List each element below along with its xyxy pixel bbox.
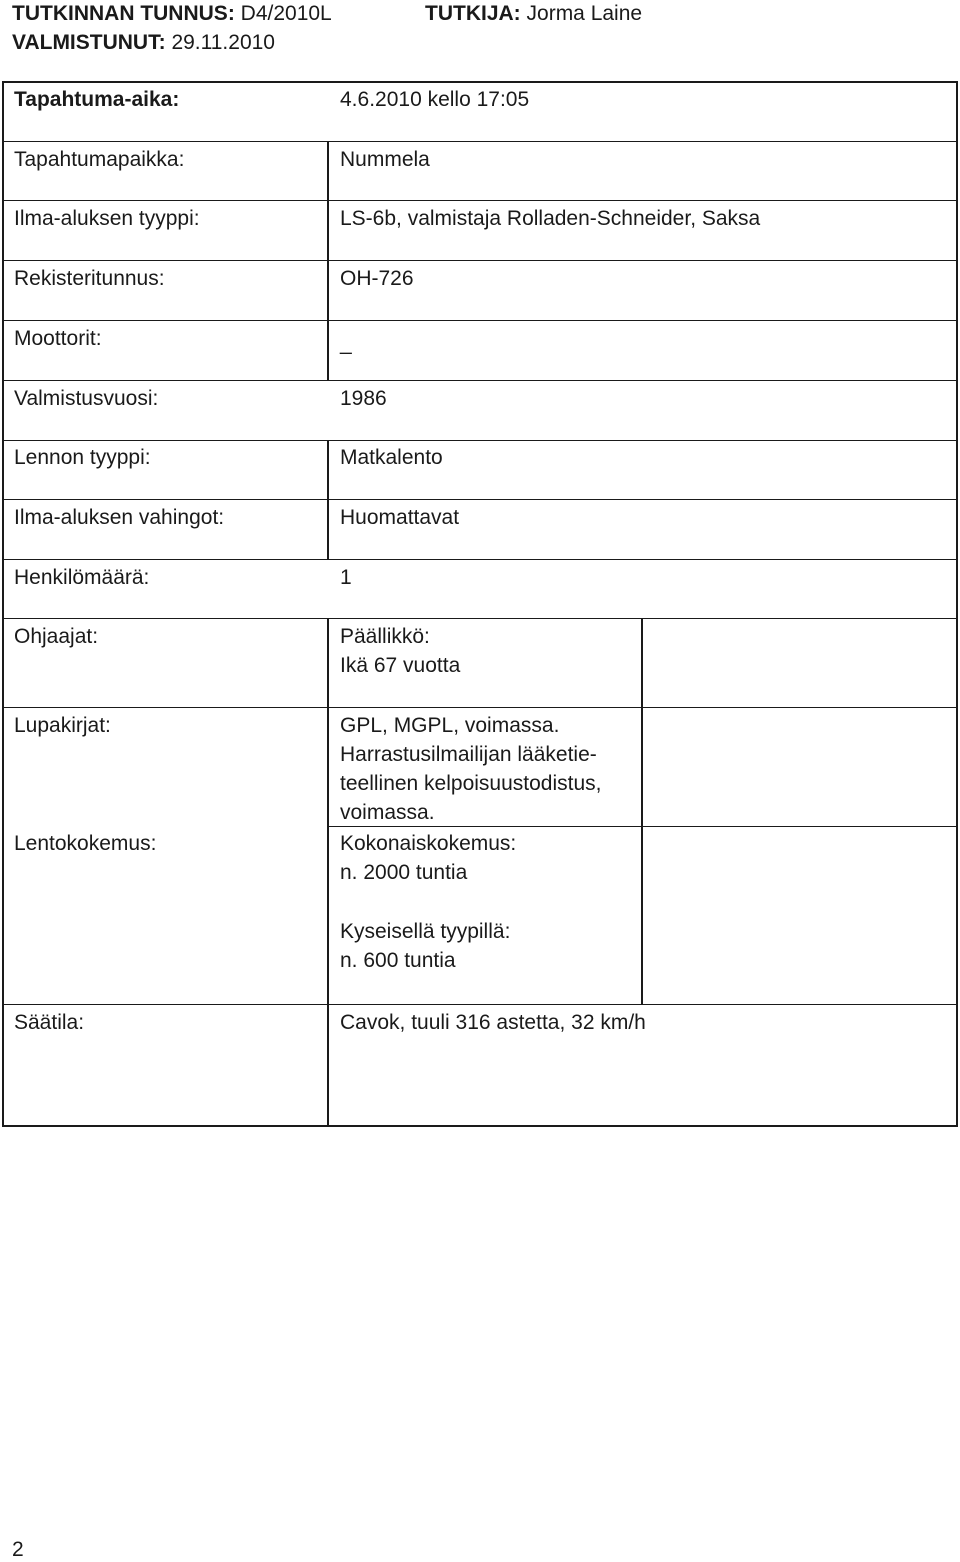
row-divider xyxy=(2,1004,958,1005)
row-divider xyxy=(2,618,958,619)
table-border-right xyxy=(956,81,958,1127)
aircraft-type-label: Ilma-aluksen tyyppi: xyxy=(14,207,200,230)
weather-value: Cavok, tuuli 316 astetta, 32 km/h xyxy=(340,1011,646,1034)
total-experience-value: n. 2000 tuntia xyxy=(340,861,468,884)
row-divider xyxy=(2,499,958,500)
flight-type-value: Matkalento xyxy=(340,446,443,469)
row-divider xyxy=(2,380,958,381)
column-divider xyxy=(327,141,329,381)
completed-value: 29.11.2010 xyxy=(171,31,275,54)
damage-value: Huomattavat xyxy=(340,506,460,529)
column-divider xyxy=(327,618,329,1127)
engines-label: Moottorit: xyxy=(14,327,102,350)
year-value: 1986 xyxy=(340,387,387,410)
pic-label: Päällikkö: xyxy=(340,625,430,648)
page-number: 2 xyxy=(12,1538,24,1561)
investigator xyxy=(425,2,642,26)
row-divider xyxy=(2,141,958,142)
place-value: Nummela xyxy=(340,148,430,171)
engines-value: _ xyxy=(340,332,352,355)
registration-label: Rekisteritunnus: xyxy=(14,267,165,290)
time-label: Tapahtuma-aika: xyxy=(14,88,180,111)
year-label: Valmistusvuosi: xyxy=(14,387,159,410)
row-divider xyxy=(2,81,958,83)
licences-line: GPL, MGPL, voimassa. xyxy=(340,714,560,737)
row-divider xyxy=(2,559,958,560)
time-value: 4.6.2010 kello 17:05 xyxy=(340,88,530,111)
column-divider xyxy=(327,440,329,560)
row-divider xyxy=(2,200,958,201)
licences-line: Harrastusilmailijan lääketie- xyxy=(340,743,597,766)
row-divider xyxy=(2,440,958,441)
on-type-label: Kyseisellä tyypillä: xyxy=(340,920,511,943)
aircraft-type-value: LS-6b, valmistaja Rolladen-Schneider, Saksa xyxy=(340,207,761,230)
investigator-label: TUTKIJA: xyxy=(425,2,521,25)
licences-label: Lupakirjat: xyxy=(14,714,111,737)
case-id xyxy=(12,2,332,26)
experience-label: Lentokokemus: xyxy=(14,832,157,855)
place-label: Tapahtumapaikka: xyxy=(14,148,185,171)
investigator-value: Jorma Laine xyxy=(526,2,643,25)
persons-label: Henkilömäärä: xyxy=(14,566,150,589)
pic-age: Ikä 67 vuotta xyxy=(340,654,461,677)
pilot-column-divider xyxy=(641,618,643,1005)
licences-line: voimassa. xyxy=(340,801,435,824)
flight-type-label: Lennon tyyppi: xyxy=(14,446,151,469)
table-border-bottom xyxy=(2,1125,958,1127)
completed-date xyxy=(12,31,275,55)
pilots-label: Ohjaajat: xyxy=(14,625,99,648)
licences-line: teellinen kelpoisuustodistus, xyxy=(340,772,602,795)
on-type-value: n. 600 tuntia xyxy=(340,949,456,972)
registration-value: OH-726 xyxy=(340,267,414,290)
case-id-value: D4/2010L xyxy=(240,2,332,25)
persons-value: 1 xyxy=(340,566,352,589)
table-border-left xyxy=(2,81,4,1127)
total-experience-label: Kokonaiskokemus: xyxy=(340,832,517,855)
damage-label: Ilma-aluksen vahingot: xyxy=(14,506,225,529)
weather-label: Säätila: xyxy=(14,1011,85,1034)
row-divider xyxy=(2,320,958,321)
case-id-label: TUTKINNAN TUNNUS: xyxy=(12,2,235,25)
completed-label: VALMISTUNUT: xyxy=(12,31,166,54)
row-divider xyxy=(2,260,958,261)
row-divider xyxy=(2,707,958,708)
